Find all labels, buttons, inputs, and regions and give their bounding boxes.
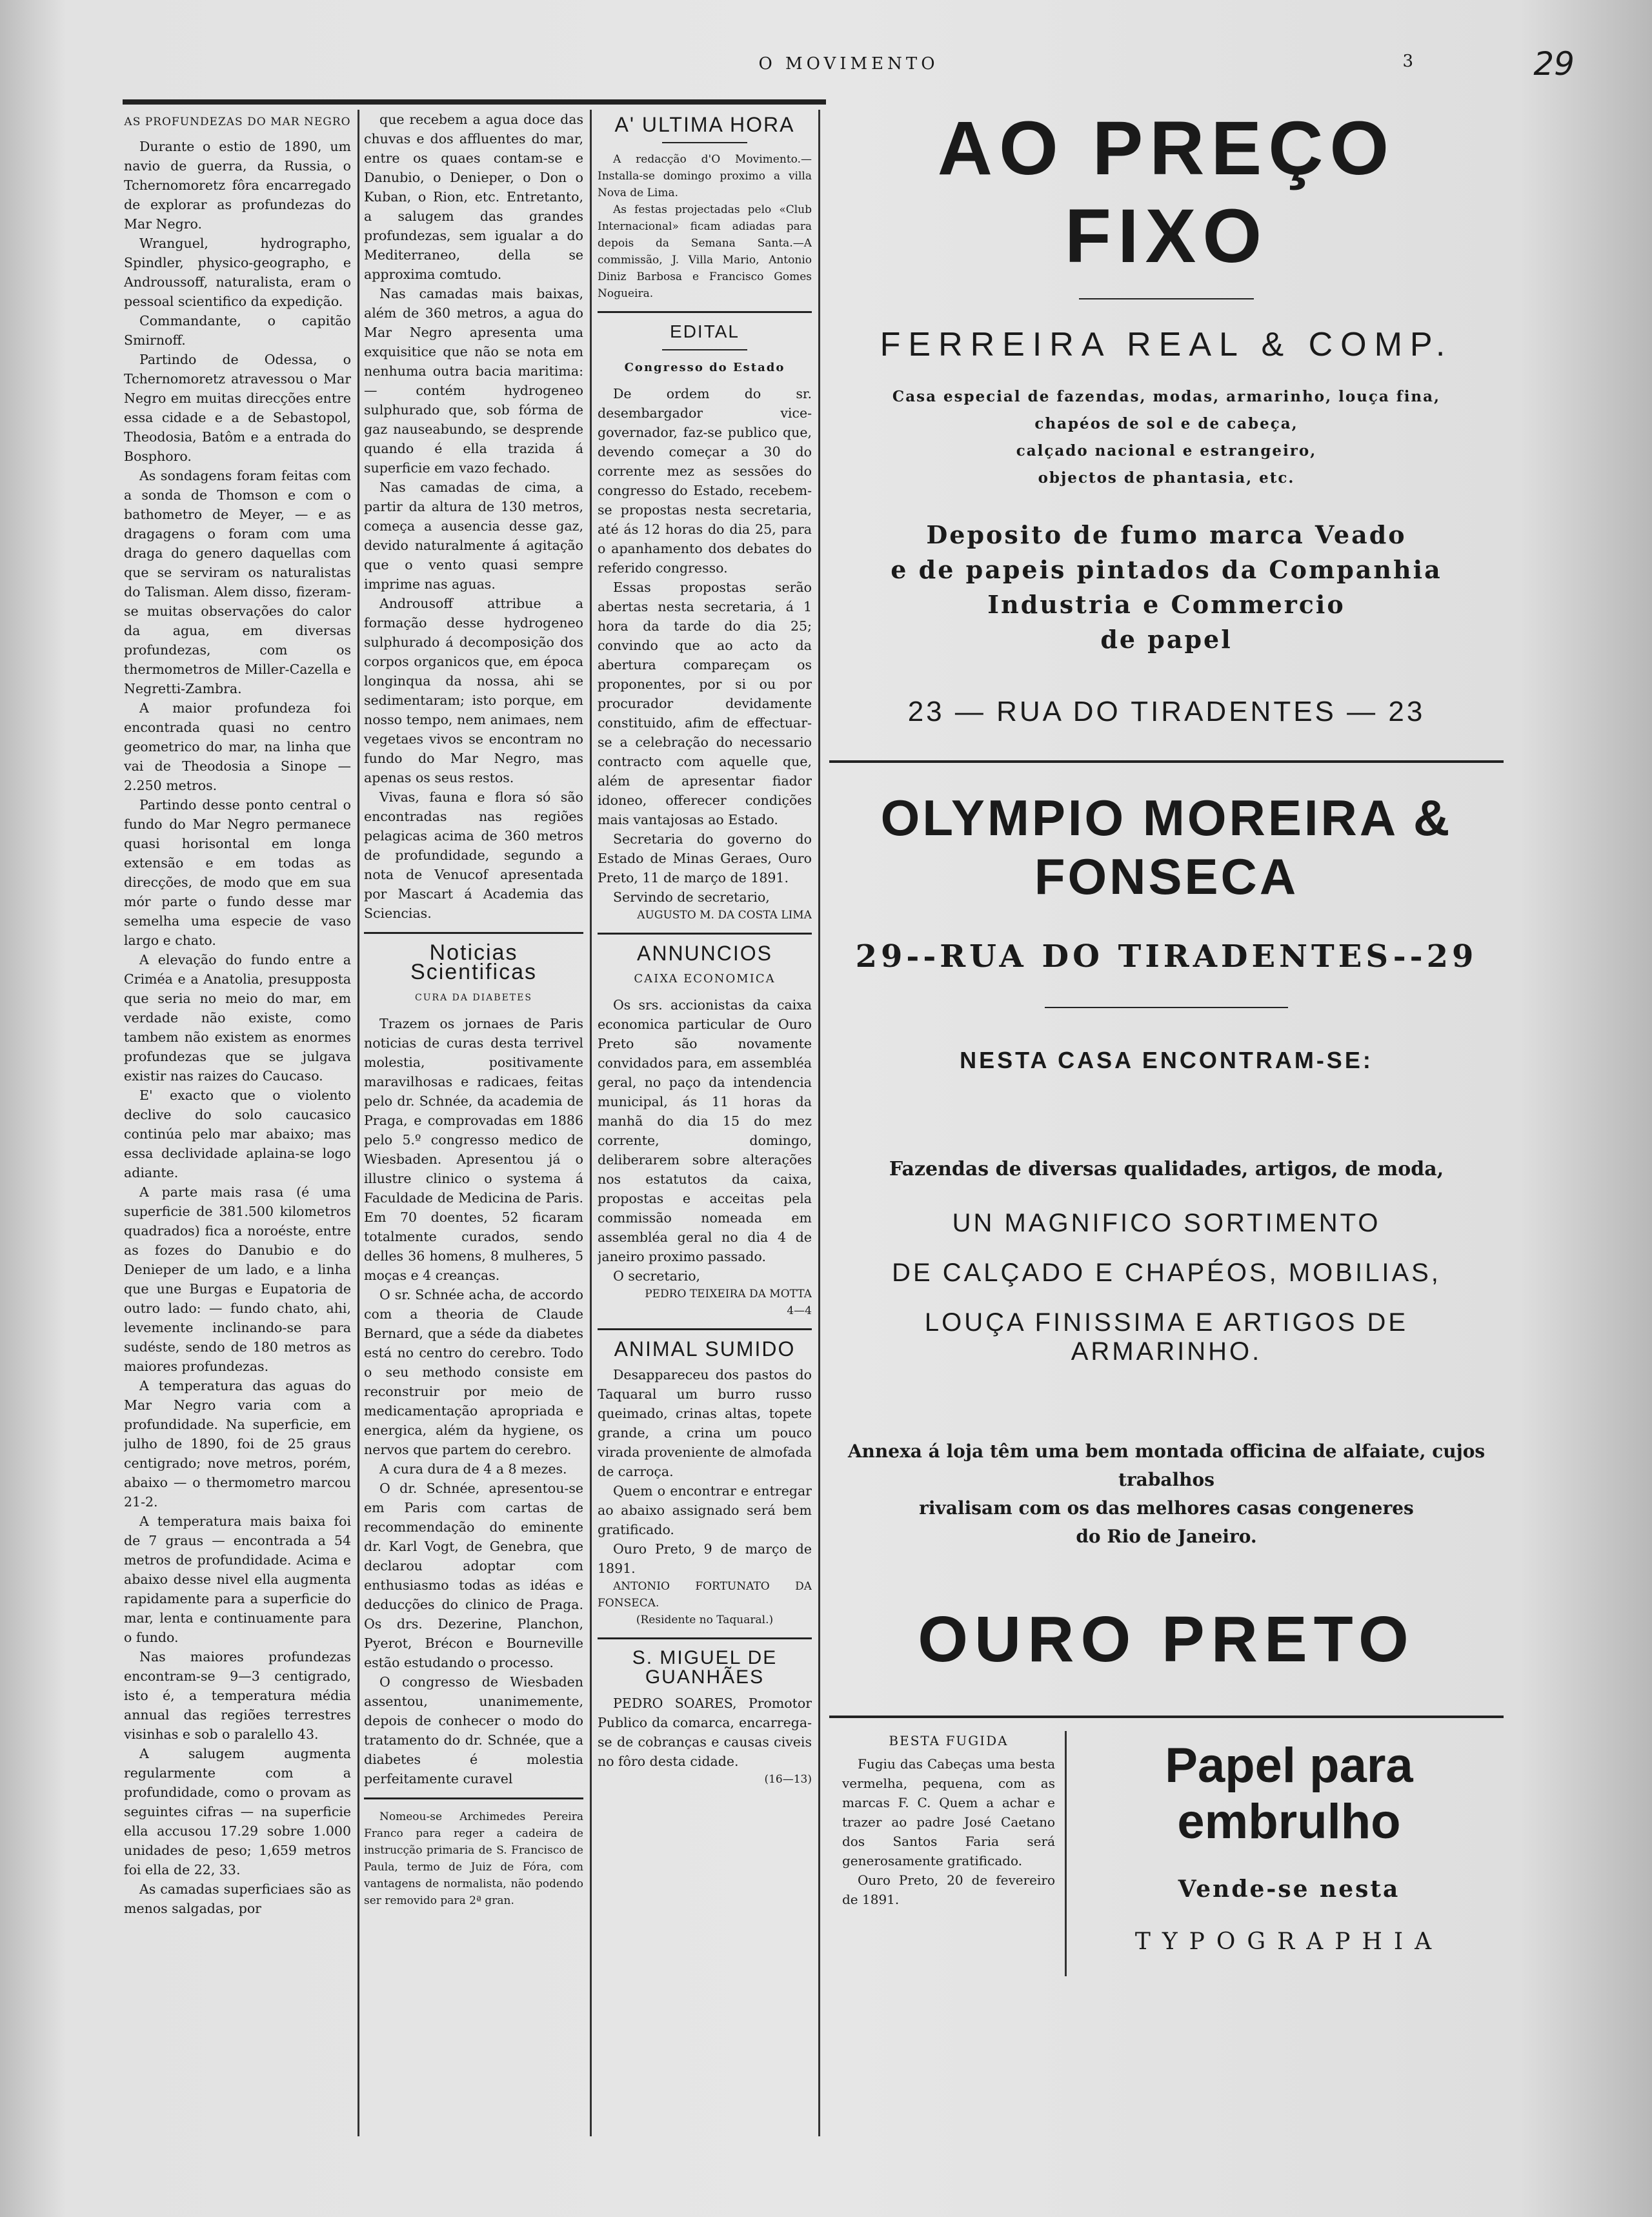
edital-paragraph: Secretaria do governo do Estado de Minas Geraes, Ouro Preto, 11 de março de 1891. bbox=[598, 831, 812, 886]
divider bbox=[829, 760, 1504, 763]
annexa-line: do Rio de Janeiro. bbox=[1076, 1526, 1257, 1547]
animal-paragraph: Quem o encontrar e entregar ao abaixo assignado será bem gratificado. bbox=[598, 1483, 812, 1537]
article-heading: AS PROFUNDEZAS DO MAR NEGRO bbox=[124, 116, 351, 128]
signature: PEDRO TEIXEIRA DA MOTTA bbox=[645, 1288, 812, 1301]
papel-vende: Vende-se nesta bbox=[1178, 1876, 1400, 1903]
article-paragraph: O congresso de Wiesbaden assentou, unanimemente, depois de conhecer o modo do tratamento do dr. Schnée, que a diabetes é molestia perfeitamente curavel bbox=[364, 1674, 583, 1787]
edital-paragraph: De ordem do sr. desembargador vice-governador, faz-se publico que, devendo começar a 30 do corrente mez as sessões do congresso do Estado, recebem-se propostas nesta secretaria, até ás 12 horas do dia 25, para o apanhamento dos debates do referido congresso. bbox=[598, 386, 812, 576]
signature: ANTONIO FORTUNATO DA FONSECA. bbox=[598, 1580, 812, 1610]
divider bbox=[1079, 298, 1254, 299]
deposito-line: e de papeis pintados da Companhia bbox=[891, 555, 1442, 584]
calcado-line: DE CALÇADO E CHAPÉOS, MOBILIAS, bbox=[892, 1259, 1441, 1287]
news-item: A redacção d'O Movimento.— Installa-se domingo proximo a villa Nova de Lima. bbox=[598, 153, 812, 199]
papel-ad bbox=[1074, 1737, 1504, 1955]
annexa-line: Annexa á loja têm uma bem montada officina de alfaiate, cujos trabalhos bbox=[847, 1441, 1486, 1490]
article-paragraph: As sondagens foram feitas com a sonda de Thomson e com o bathometro de Meyer, — e as dragagens o foram com uma draga do genero daquellas com que se serviram os naturalistas do Talisman. Alem disso, fizeram-se muitas observações do calor da agua, em diversas profundezas, com os thermometros de Miller-Cazella e Negretti-Zambra. bbox=[124, 468, 351, 696]
divider bbox=[364, 932, 583, 934]
olympio-address: 29--RUA DO TIRADENTES--29 bbox=[855, 938, 1478, 975]
column-mar-negro bbox=[124, 110, 351, 2143]
article-paragraph: Commandante, o capitão Smirnoff. bbox=[124, 313, 351, 348]
article-paragraph: que recebem a agua doce das chuvas e dos affluentes do mar, entre os quaes contam-se e Danubio, o Denieper, o Don o Kuban, o Rion, etc. Entretanto, a salugem das grandes profundezas, sem igualar a do Mediterraneo, della se approxima comtudo. bbox=[364, 112, 583, 282]
article-paragraph: A salugem augmenta regularmente com a profundidade, como o provam as seguintes cifras — na superficie ella accusou 17.29 sobre 1.000 unidades de peso; 1,659 metros foi ella de 22, 33. bbox=[124, 1746, 351, 1878]
section-title: A' ULTIMA HORA bbox=[614, 113, 795, 136]
caixa-paragraph: Os srs. accionistas da caixa economica particular de Ouro Preto são novamente convidados para, em assembléa geral, no paço da intendencia municipal, ás 11 horas da manhã do dia 15 do mez corrente, domingo, deliberarem sobre alterações nos estatutos da caixa, propostas e acceitas pela commissão nomeada em assembléa geral no dia 4 de janeiro proximo passado. bbox=[598, 997, 812, 1264]
divider bbox=[598, 1328, 812, 1330]
edital-paragraph: Essas propostas serão abertas nesta secretaria, á 1 hora da tarde do dia 25; convindo que ao acto da abertura compareçam os proponentes, por si ou por procurador devidamente constituido, afim de effectuar-se a celebração do necessario contracto com aquelle que, além de apresentar fiador idoneo, offerecer condições mais vantajosas ao Estado. bbox=[598, 580, 812, 827]
article-paragraph: A cura dura de 4 a 8 mezes. bbox=[379, 1461, 567, 1477]
article-paragraph: Partindo de Odessa, o Tchernomoretz atravessou o Mar Negro em muitas direcções entre essa cidade e a de Sebastopol, Theodosia, Batôm e a entrada do Bosphoro. bbox=[124, 352, 351, 464]
shop-address: 23 — RUA DO TIRADENTES — 23 bbox=[907, 696, 1425, 727]
description-line: calçado nacional e estrangeiro, bbox=[1016, 442, 1317, 460]
divider bbox=[598, 933, 812, 935]
divider bbox=[598, 311, 812, 313]
deposito-line: de papel bbox=[1100, 625, 1233, 654]
section-subtitle: Congresso do Estado bbox=[624, 361, 785, 374]
ad-title-preco-fixo: AO PREÇO FIXO bbox=[937, 106, 1396, 279]
column-rule bbox=[358, 110, 359, 2136]
section-subtitle: CAIXA ECONOMICA bbox=[634, 972, 776, 986]
article-paragraph: A parte mais rasa (é uma superficie de 381.500 kilometros quadrados) fica a noroéste, entre as fozes do Danubio e do Denieper de um lado, e a linha que une Burgas e Eupatoria de outro lado: — fundo chato, ahi, levemente inclinando-se para sudéste, sendo de 180 metros as maiores profundezas. bbox=[124, 1184, 351, 1374]
divider bbox=[364, 1797, 583, 1799]
article-paragraph: Nas camadas mais baixas, além de 360 metros, a agua do Mar Negro apresenta uma exquisitice que não se nota em nenhuma outra bacia maritima: — contém hydrogeneo sulphurado que, sob fórma de gaz nauseabundo, se desprende quando é ella trazida á superficie em vazo fechado. bbox=[364, 286, 583, 476]
article-paragraph: A elevação do fundo entre a Criméa e a Anatolia, presupposta que seria no meio do mar, em verdade não existe, como tambem não existem as enormes profundezas que se julgava existir nas raizes do Caucaso. bbox=[124, 952, 351, 1084]
besta-fugida-ad bbox=[842, 1731, 1055, 1909]
lawyer-notice: PEDRO SOARES, Promotor Publico da comarca, encarrega-se de cobranças e causas civeis no fôro desta cidade. bbox=[598, 1696, 812, 1769]
nomination-note: Nomeou-se Archimedes Pereira Franco para reger a cadeira de instrucção primaria de S. Francisco de Paula, termo de Juiz de Fóra, com vantagens de normalista, não podendo ser removido para 2ª gran. bbox=[364, 1810, 583, 1907]
section-title: EDITAL bbox=[670, 321, 740, 341]
annexa-notice bbox=[829, 1437, 1504, 1551]
deposito-line: Industria e Commercio bbox=[987, 590, 1345, 619]
annexa-line: rivalisam com os das melhores casas congeneres bbox=[919, 1497, 1414, 1519]
article-paragraph: As camadas superficiaes são as menos salgadas, por bbox=[124, 1881, 351, 1916]
louca-line: LOUÇA FINISSIMA E ARTIGOS DE ARMARINHO. bbox=[924, 1308, 1409, 1366]
firm-name: FERREIRA REAL & COMP. bbox=[880, 326, 1453, 363]
newspaper-title: O MOVIMENTO bbox=[758, 54, 939, 74]
masthead bbox=[123, 45, 1575, 83]
besta-title: BESTA FUGIDA bbox=[889, 1733, 1009, 1748]
description-line: objectos de phantasia, etc. bbox=[1038, 469, 1295, 487]
article-paragraph: O dr. Schnée, apresentou-se em Paris com cartas de recommendação do eminente dr. Karl Vogt, de Genebra, que declarou adoptar com enthusiasmo todas as idéas e deducções do clinico de Praga. Os drs. Dezerine, Planchon, Pyerot, Brécon e Bourneville estão estudando o processo. bbox=[364, 1481, 583, 1670]
article-paragraph: Nas camadas de cima, a partir da altura de 130 metros, começa a ausencia desse gaz, devido naturalmente á agitação que o vento quasi sempre imprime nas aguas. bbox=[364, 480, 583, 592]
papel-title: Papel para embrulho bbox=[1165, 1738, 1413, 1849]
section-subtitle: CURA DA DIABETES bbox=[415, 993, 532, 1003]
divider bbox=[1045, 1007, 1287, 1008]
caixa-paragraph: O secretario, bbox=[613, 1268, 701, 1284]
animal-paragraph: Ouro Preto, 9 de março de 1891. bbox=[598, 1541, 812, 1576]
description-line: chapéos de sol e de cabeça, bbox=[1034, 415, 1298, 432]
column-scientific bbox=[364, 110, 583, 2143]
column-rule bbox=[590, 110, 592, 2136]
article-paragraph: O sr. Schnée acha, de accordo com a theoria de Claude Bernard, que a séde da diabetes está no centro do cerebro. Todo o seu methodo consiste em reconstruir por meio de medicamentação apropriada e energica, além da hygiene, os nervos que partem do cerebro. bbox=[364, 1287, 583, 1457]
section-title: ANIMAL SUMIDO bbox=[614, 1337, 796, 1361]
ad-title-olympio: OLYMPIO MOREIRA & FONSECA bbox=[880, 789, 1453, 905]
besta-text: Fugiu das Cabeças uma besta vermelha, pequena, com as marcas F. C. Quem a achar e trazer ao padre José Caetano dos Santos Faria será generosamente gratificado. bbox=[842, 1756, 1055, 1868]
deposito-notice bbox=[829, 518, 1504, 657]
reference-number: 4—4 bbox=[787, 1304, 812, 1317]
bottom-ads bbox=[829, 1718, 1504, 1989]
article-paragraph: A temperatura das aguas do Mar Negro varia com a profundidade. Na superficie, em julho de 1890, foi de 25 graus centigrado; nove metros, porém, abaixo — o thermometro marcou 21-2. bbox=[124, 1378, 351, 1510]
fazendas-line: Fazendas de diversas qualidades, artigos, de moda, bbox=[889, 1158, 1444, 1180]
divider bbox=[662, 142, 748, 143]
papel-typo: TYPOGRAPHIA bbox=[1134, 1928, 1444, 1955]
article-paragraph: E' exacto que o violento declive do solo caucasico continúa pelo mar abaixo; mas essa declividade aplaina-se logo adiante. bbox=[124, 1088, 351, 1180]
besta-date: Ouro Preto, 20 de fevereiro de 1891. bbox=[842, 1872, 1055, 1907]
reference-number: (16—13) bbox=[764, 1773, 812, 1786]
section-title: S. MIGUEL DE GUANHÃES bbox=[632, 1647, 778, 1688]
animal-paragraph: Desappareceu dos pastos do Taquaral um burro russo queimado, crinas altas, topete grande, a crina um pouco virada proveniente de almofada de carroça. bbox=[598, 1367, 812, 1479]
deposito-line: Deposito de fumo marca Veado bbox=[926, 520, 1407, 549]
article-paragraph: Durante o estio de 1890, um navio de guerra, da Russia, o Tchernomoretz fôra encarregado de explorar as profundezas do Mar Negro. bbox=[124, 139, 351, 232]
sortimento-line: UN MAGNIFICO SORTIMENTO bbox=[952, 1209, 1381, 1237]
signature: AUGUSTO M. DA COSTA LIMA bbox=[637, 909, 812, 922]
divider bbox=[598, 1637, 812, 1639]
shop-description bbox=[829, 383, 1504, 492]
section-title: Noticias Scientificas bbox=[410, 940, 537, 984]
column-rule bbox=[1065, 1731, 1067, 1976]
advertisements bbox=[829, 97, 1504, 2149]
page-number: 3 bbox=[1402, 52, 1413, 71]
edital-paragraph: Servindo de secretario, bbox=[613, 889, 770, 905]
top-rule bbox=[123, 99, 826, 105]
city-name: OURO PRETO bbox=[918, 1603, 1415, 1675]
archive-mark: 29 bbox=[1533, 45, 1575, 83]
description-line: Casa especial de fazendas, modas, armarinho, louça fina, bbox=[892, 388, 1441, 405]
column-announcements bbox=[598, 110, 812, 2143]
article-paragraph: Vivas, fauna e flora só são encontradas nas regiões pelagicas acima de 360 metros de profundidade, segundo a nota de Venucof apresentada por Mascart á Academia das Sciencias. bbox=[364, 789, 583, 921]
article-paragraph: Wranguel, hydrographo, Spindler, physico-geographo, e Androussoff, naturalista, eram o pessoal scientifico da expedição. bbox=[124, 236, 351, 309]
section-title: ANNUNCIOS bbox=[636, 942, 772, 965]
article-paragraph: A temperatura mais baixa foi de 7 graus — encontrada a 54 metros de profundidade. Acima e abaixo desse nivel ella augmenta rapidamente para a superficie do mar, lenta e continuamente para o fundo. bbox=[124, 1513, 351, 1645]
article-paragraph: Trazem os jornaes de Paris noticias de curas desta terrivel molestia, positivamente maravilhosas e radicaes, feitas pelo dr. Schnée, da academia de Praga, e comprovadas em 1886 pelo 5.º congresso medico de Wiesbaden. Apresentou já o illustre clinico o systema á Faculdade de Medicina de Paris. Em 70 doentes, 52 ficaram totalmente curados, sendo delles 36 homens, 8 mulheres, 5 moças e 4 creanças. bbox=[364, 1016, 583, 1283]
article-paragraph: Partindo desse ponto central o fundo do Mar Negro permanece quasi horisontal em longa extensão e em todas as direcções, de modo que em sua mór parte o fundo desse mar semelha uma especie de vaso largo e chato. bbox=[124, 797, 351, 948]
article-paragraph: Androusoff attribue a formação desse hydrogeneo sulphurado á decomposição dos corpos organicos que, em época longinqua da nossa, ahi se sedimentaram; isto porque, em nosso tempo, nem animaes, nem vegetaes vivos se encontram no fundo do Mar Negro, mas apenas os seus restos. bbox=[364, 596, 583, 785]
news-item: As festas projectadas pelo «Club Internacional» ficam adiadas para depois da Semana Santa.—A commissão, J. Villa Mario, Antonio Diniz Barbosa e Francisco Gomes Nogueira. bbox=[598, 203, 812, 300]
column-rule bbox=[818, 110, 820, 2136]
article-paragraph: Nas maiores profundezas encontram-se 9—3 centigrado, isto é, a temperatura média annual das regiões terrestres visinhas e sob o paralello 43. bbox=[124, 1649, 351, 1742]
divider bbox=[662, 349, 748, 350]
address: (Residente no Taquaral.) bbox=[636, 1614, 774, 1626]
article-paragraph: A maior profundeza foi encontrada quasi no centro geometrico do mar, na linha que vai de Theodosia a Sinope — 2.250 metros. bbox=[124, 700, 351, 793]
encontram-heading: NESTA CASA ENCONTRAM-SE: bbox=[960, 1047, 1373, 1073]
